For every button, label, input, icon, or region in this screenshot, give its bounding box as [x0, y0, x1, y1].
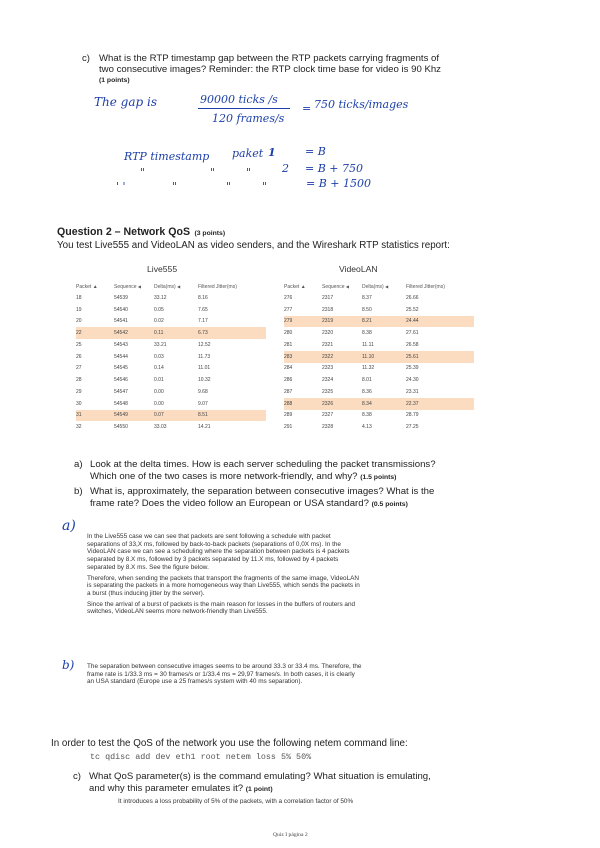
live555-col-header: Sequence ◀ [114, 284, 141, 290]
live555-cell: 33.21 [154, 341, 167, 348]
videolan-cell: 4.13 [362, 424, 372, 431]
videolan-cell: 24.44 [406, 316, 474, 328]
videolan-cell: 286 [284, 377, 293, 384]
live555-cell: 11.01 [198, 365, 211, 372]
videolan-row [284, 327, 474, 339]
live555-row [76, 304, 266, 316]
videolan-col-header: Delta(ms) ◀ [362, 284, 389, 290]
live555-cell: 54550 [114, 424, 128, 431]
videolan-row [284, 351, 474, 363]
videolan-row [284, 316, 474, 328]
videolan-cell: 27.25 [406, 424, 419, 431]
videolan-cell: 2318 [322, 306, 334, 313]
videolan-cell: 2323 [322, 365, 334, 372]
videolan-col-header: Packet ▲ [284, 284, 306, 290]
live555-cell: 7.65 [198, 306, 208, 313]
live555-cell: 25 [76, 341, 82, 348]
live555-col-header: Delta(ms) ◀ [154, 284, 181, 290]
qa-line2: Which one of the two cases is more network-friendly, and why? [90, 471, 358, 482]
live555-cell: 54548 [114, 400, 128, 407]
videolan-cell: 288 [284, 398, 322, 410]
hand-eq1: = B [305, 145, 326, 158]
hand-rtp-timestamp: RTP timestamp [124, 150, 210, 163]
videolan-cell: 8.50 [362, 306, 372, 313]
qb-points: (0.5 points) [371, 501, 408, 508]
hand-eq2: = B + 750 [305, 162, 364, 175]
live555-cell: 19 [76, 306, 82, 313]
videolan-row [284, 410, 474, 422]
live555-cell: 54543 [114, 341, 128, 348]
videolan-col-header: Sequence ◀ [322, 284, 349, 290]
qa-label: a) [74, 459, 83, 470]
q2-intro: You test Live555 and VideoLAN as video senders, and the Wireshark RTP statistics report: [57, 240, 450, 251]
live555-cell: 20 [76, 318, 82, 325]
hand-n2: 2 [282, 162, 289, 175]
ans-a-p2: Therefore, when sending the packets that transport the fragments of the same image, VideoLAN is separating the packets in a more homogeneous way than Live555, which sends the packets in a burst (thus inducing jitter by the server). [87, 574, 360, 597]
live555-cell: 7.17 [198, 318, 208, 325]
live555-row [76, 327, 266, 339]
qb-line1: What is, approximately, the separation between consecutive images? What is the [90, 486, 435, 497]
live555-table [76, 282, 266, 433]
qb-line2: frame rate? Does the video follow an European or USA standard? [90, 498, 369, 509]
videolan-cell: 27.61 [406, 330, 419, 337]
live555-header-row [76, 282, 266, 292]
live555-cell: 31 [76, 410, 114, 422]
cutoff-clip [0, 798, 600, 804]
q2-title: Question 2 – Network QoS [57, 226, 191, 238]
netem-intro: In order to test the QoS of the network you use the following netem command line: [51, 738, 408, 749]
live555-cell: 54541 [114, 318, 128, 325]
videolan-cell: 284 [284, 365, 293, 372]
videolan-header-row [284, 282, 474, 292]
videolan-cell: 11.32 [362, 365, 375, 372]
videolan-cell: 2325 [322, 388, 334, 395]
videolan-cell: 291 [284, 424, 293, 431]
ans-b-p1: The separation between consecutive images seems to be around 33.3 or 33.4 ms. Therefore, the frame rate is 1/33.3 ms = 30 frames/s or 1/33.4 ms = 29,97 frames/s. In both cases, it is clearly an USA standard (Europe use a 25 frames/s system with 40 ms separation). [87, 663, 362, 686]
live555-cell: 54542 [114, 327, 154, 339]
videolan-cell: 25.39 [406, 365, 419, 372]
live555-cell: 9.68 [198, 388, 208, 395]
live555-cell: 54539 [114, 294, 128, 301]
qa-points: (1.5 points) [360, 474, 397, 481]
videolan-title: VideoLAN [339, 264, 378, 274]
videolan-cell: 2327 [322, 412, 334, 419]
live555-cell: 30 [76, 400, 82, 407]
live555-cell: 0.05 [154, 306, 164, 313]
videolan-cell: 279 [284, 316, 322, 328]
live555-title: Live555 [147, 264, 178, 274]
q2-points: (3 points) [194, 230, 226, 237]
videolan-cell: 2317 [322, 294, 334, 301]
live555-cell: 33.03 [154, 424, 167, 431]
hand-ditto-7: " [262, 180, 268, 193]
live555-cell: 54549 [114, 410, 154, 422]
hand-fraction-bar [198, 108, 290, 109]
videolan-cell: 281 [284, 341, 293, 348]
live555-cell: 54547 [114, 388, 128, 395]
hand-denominator: 120 frames/s [212, 112, 285, 125]
videolan-cell: 289 [284, 412, 293, 419]
videolan-cell: 26.66 [406, 294, 419, 301]
qb-label: b) [74, 486, 83, 497]
videolan-cell: 23.31 [406, 388, 419, 395]
videolan-cell: 2319 [322, 316, 362, 328]
qa-line2-block [90, 471, 396, 484]
live555-cell: 26 [76, 353, 82, 360]
videolan-cell: 2324 [322, 377, 334, 384]
netem-command: tc qdisc add dev eth1 root netem loss 5% 50% [90, 752, 312, 762]
q2c-line2-block [89, 783, 273, 796]
videolan-cell: 2320 [322, 330, 334, 337]
videolan-cell: 8.38 [362, 330, 372, 337]
videolan-row [284, 292, 474, 304]
videolan-cell: 8.34 [362, 398, 406, 410]
q2c-points: (1 point) [245, 786, 273, 793]
videolan-cell: 277 [284, 306, 293, 313]
videolan-cell: 2321 [322, 341, 334, 348]
videolan-cell: 287 [284, 388, 293, 395]
hand-the-gap-is: The gap is [94, 95, 157, 109]
live555-row [76, 410, 266, 422]
videolan-cell: 8.38 [362, 412, 372, 419]
live555-cell: 54540 [114, 306, 128, 313]
hand-ditto-5: " [172, 180, 178, 193]
videolan-col-header: Filtered Jitter(ms) [406, 284, 445, 290]
videolan-cell: 26.58 [406, 341, 419, 348]
hand-ditto-1: " [140, 166, 146, 179]
q2c-line1: What QoS parameter(s) is the command emulating? What situation is emulating, [89, 771, 431, 782]
live555-cell: 54545 [114, 365, 128, 372]
videolan-cell: 2328 [322, 424, 334, 431]
videolan-cell: 11.11 [362, 341, 374, 348]
live555-cell: 0.07 [154, 410, 198, 422]
hand-n1: 1 [268, 146, 276, 159]
hand-equals: = [302, 102, 312, 115]
live555-row [76, 363, 266, 375]
live555-cell: 0.11 [154, 327, 198, 339]
live555-cell: 6.73 [198, 327, 266, 339]
videolan-row [284, 398, 474, 410]
videolan-table [284, 282, 474, 433]
live555-row [76, 351, 266, 363]
q2-title-block [57, 222, 225, 240]
live555-cell: 33.12 [154, 294, 167, 301]
hand-paket: paket [232, 147, 264, 160]
live555-row [76, 339, 266, 351]
live555-row [76, 421, 266, 433]
live555-cell: 0.14 [154, 365, 164, 372]
cutoff-text: It introduces a loss probability of 5% of the packets, with a correlation factor of 50% [118, 798, 354, 804]
q1c-line2: two consecutive images? Reminder: the RTP clock time base for video is 90 Khz [99, 64, 441, 75]
page-footer: Quiz I página 2 [273, 832, 308, 838]
videolan-cell: 8.21 [362, 316, 406, 328]
live555-cell: 0.00 [154, 400, 164, 407]
live555-cell: 29 [76, 388, 82, 395]
hand-ditto-2: " [210, 166, 216, 179]
qa-line1: Look at the delta times. How is each server scheduling the packet transmissions? [90, 459, 436, 470]
videolan-cell: 25.52 [406, 306, 419, 313]
live555-cell: 22 [76, 327, 114, 339]
live555-cell: 32 [76, 424, 82, 431]
videolan-cell: 8.37 [362, 294, 372, 301]
live555-cell: 54544 [114, 353, 128, 360]
videolan-row [284, 304, 474, 316]
live555-cell: 8.51 [198, 410, 266, 422]
hand-result: 750 ticks/images [314, 98, 409, 111]
q1c-line1: What is the RTP timestamp gap between the RTP packets carrying fragments of [99, 53, 440, 64]
videolan-row [284, 363, 474, 375]
live555-row [76, 386, 266, 398]
videolan-cell: 11.10 [362, 351, 406, 363]
videolan-cell: 283 [284, 351, 322, 363]
live555-cell: 18 [76, 294, 82, 301]
videolan-cell: 2322 [322, 351, 362, 363]
live555-cell: 0.01 [154, 377, 164, 384]
hand-numerator: 90000 ticks /s [200, 93, 278, 106]
ans-a-p3: Since the arrival of a burst of packets is the main reason for losses in the buffers of routers and switches, VideoLAN seems more network-friendly than Live555. [87, 600, 356, 616]
hand-ditto-3: " [246, 166, 252, 179]
q2c-line2: and why this parameter emulates it? [89, 783, 244, 794]
videolan-cell: 2326 [322, 398, 362, 410]
live555-cell: 54546 [114, 377, 128, 384]
live555-cell: 8.16 [198, 294, 208, 301]
live555-cell: 9.07 [198, 400, 208, 407]
videolan-cell: 276 [284, 294, 293, 301]
videolan-row [284, 339, 474, 351]
live555-cell: 12.52 [198, 341, 211, 348]
live555-cell: 10.32 [198, 377, 211, 384]
live555-cell: 27 [76, 365, 82, 372]
videolan-cell: 22.37 [406, 398, 474, 410]
qb-line2-block [90, 498, 408, 511]
videolan-cell: 8.36 [362, 388, 372, 395]
videolan-row [284, 374, 474, 386]
live555-cell: 11.73 [198, 353, 211, 360]
q1c-points: (1 points) [99, 77, 130, 84]
live555-row [76, 292, 266, 304]
ans-b-mark: b) [62, 658, 75, 672]
videolan-cell: 8.01 [362, 377, 372, 384]
videolan-cell: 280 [284, 330, 293, 337]
live555-row [76, 374, 266, 386]
live555-col-header: Packet ▲ [76, 284, 98, 290]
ans-a [87, 533, 363, 619]
live555-cell: 0.02 [154, 318, 164, 325]
hand-ditto-4: ' ' [116, 180, 126, 193]
videolan-cell: 24.30 [406, 377, 419, 384]
videolan-row [284, 386, 474, 398]
ans-a-p1: In the Live555 case we can see that packets are sent following a schedule with packet separations of 33,X ms, followed by back-to-back packets (separations of 0,0X ms). In the VideoLAN case we can see a scheduling where the separation between packets is 4 packets separated by 8.X ms, followed by 3 packets separated by 11.X ms, followed by 4 packets separated by 8.X ms. See the figure below. [87, 533, 350, 571]
videolan-cell: 25.61 [406, 351, 474, 363]
videolan-row [284, 421, 474, 433]
ans-a-mark: a) [62, 518, 76, 534]
ans-b [87, 663, 363, 689]
live555-cell: 0.03 [154, 353, 164, 360]
hand-eq3: = B + 1500 [306, 177, 372, 190]
live555-row [76, 398, 266, 410]
live555-row [76, 316, 266, 328]
q2c-label: c) [73, 771, 81, 782]
q1c-label: c) [82, 53, 90, 64]
videolan-cell: 28.79 [406, 412, 419, 419]
live555-col-header: Filtered Jitter(ms) [198, 284, 237, 290]
live555-cell: 0.00 [154, 388, 164, 395]
live555-cell: 28 [76, 377, 82, 384]
live555-cell: 14.21 [198, 424, 211, 431]
hand-ditto-6: " [226, 180, 232, 193]
